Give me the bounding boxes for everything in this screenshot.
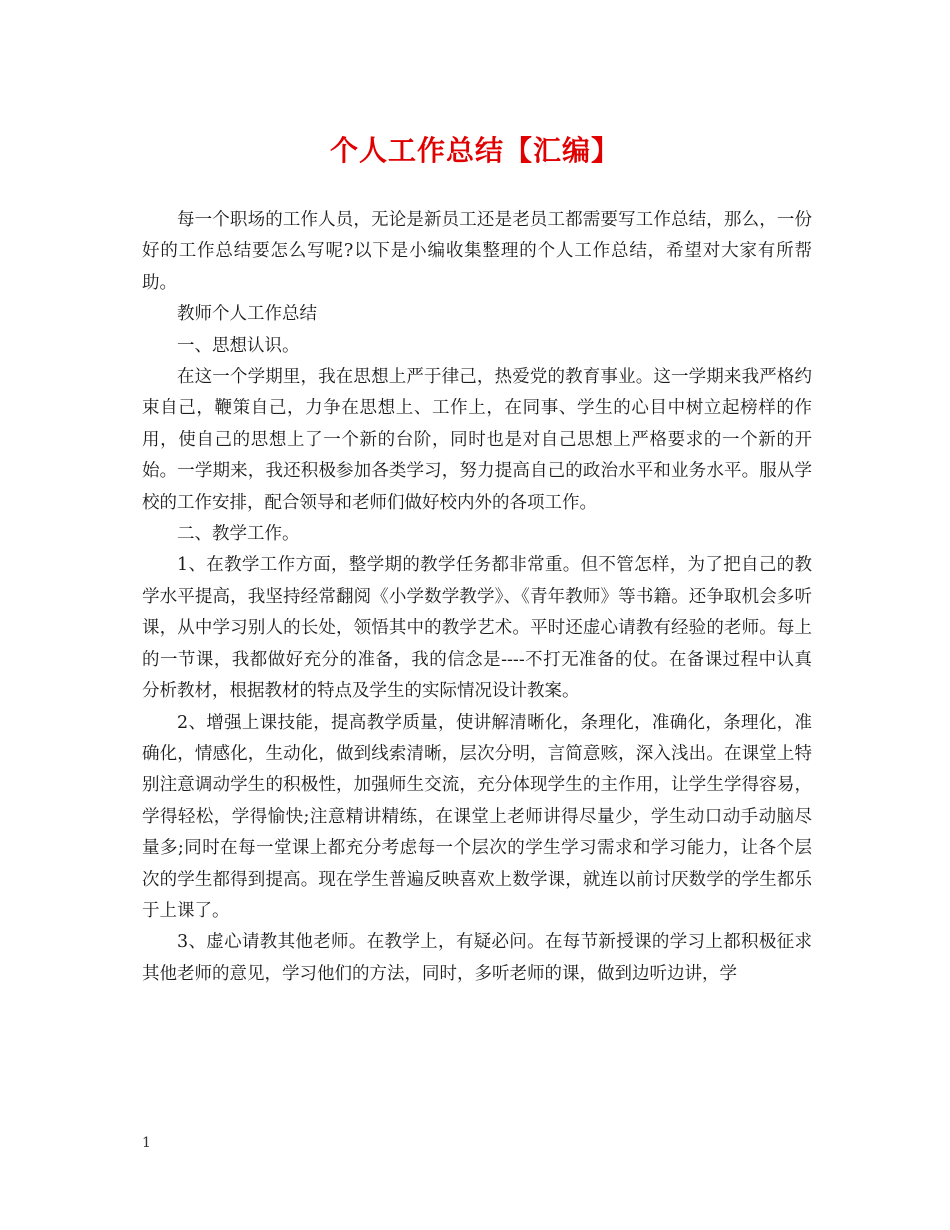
section-heading-teaching: 二、教学工作。 <box>177 524 300 545</box>
teaching-paragraph-1: 1、在教学工作方面，整学期的教学任务都非常重。但不管怎样，为了把自己的教学水平提高，我坚持经常翻阅《小学数学教学》、《青年教师》等书籍。还争取机会多听课，从中学习别人的长处，领悟其中的教学艺术。平时还虚心请教有经验的老师。每上的一节课，我都做好充分的准备，我的信念是----不打无准备的仗。在备课过程中认真分析教材，根据教材的特点及学生的实际情况设计教案。 <box>142 555 812 702</box>
intro-paragraph: 每一个职场的工作人员，无论是新员工还是老员工都需要写工作总结，那么，一份好的工作总结要怎么写呢?以下是小编收集整理的个人工作总结，希望对大家有所帮助。 <box>142 210 812 293</box>
teaching-paragraph-3: 3、虚心请教其他老师。在教学上，有疑必问。在每节新授课的学习上都积极征求其他老师的意见，学习他们的方法，同时，多听老师的课，做到边听边讲，学 <box>142 932 812 984</box>
ideology-paragraph: 在这一个学期里，我在思想上严于律己，热爱党的教育事业。这一学期来我严格约束自己，鞭策自己，力争在思想上、工作上，在同事、学生的心目中树立起榜样的作用，使自己的思想上了一个新的台阶，同时也是对自己思想上严格要求的一个新的开始。一学期来，我还积极参加各类学习，努力提高自己的政治水平和业务水平。服从学校的工作安排，配合领导和老师们做好校内外的各项工作。 <box>142 367 812 513</box>
teaching-paragraph-2: 2、增强上课技能，提高教学质量，使讲解清晰化，条理化，准确化，条理化，准确化，情感化，生动化，做到线索清晰，层次分明，言简意赅，深入浅出。在课堂上特别注意调动学生的积极性，加强师生交流，充分体现学生的主作用，让学生学得容易，学得轻松，学得愉快;注意精讲精练，在课堂上老师讲得尽量少，学生动口动手动脑尽量多;同时在每一堂课上都充分考虑每一个层次的学生学习需求和学习能力，让各个层次的学生都得到提高。现在学生普遍反映喜欢上数学课，就连以前讨厌数学的学生都乐于上课了。 <box>142 712 812 921</box>
section-heading-ideology: 一、思想认识。 <box>177 335 300 356</box>
section-heading-teacher-summary: 教师个人工作总结 <box>177 304 317 325</box>
page-number: 1 <box>142 1135 151 1151</box>
document-body <box>142 205 812 990</box>
document-title: 个人工作总结【汇编】 <box>329 134 620 167</box>
